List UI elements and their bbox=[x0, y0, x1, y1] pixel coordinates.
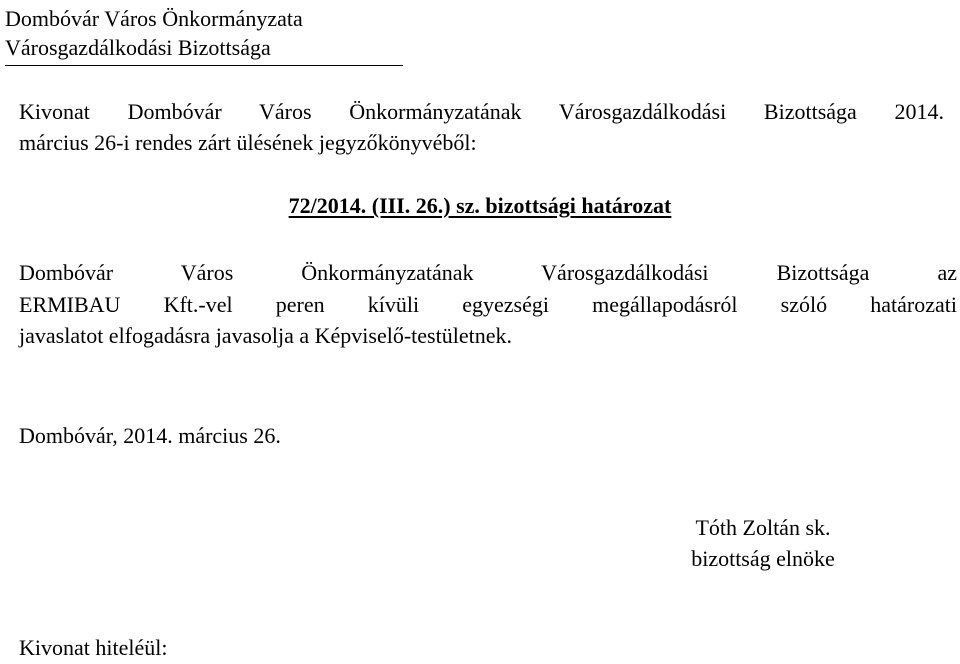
certified-label: Kivonat hiteléül: bbox=[19, 635, 168, 660]
body-line-1: Dombóvár Város Önkormányzatának Városgazdálkodási Bizottsága az bbox=[19, 260, 957, 285]
signatory-role: bizottság elnöke bbox=[691, 546, 835, 571]
signature-block bbox=[640, 512, 886, 574]
excerpt-line-1: Kivonat Dombóvár Város Önkormányzatának Városgazdálkodási Bizottsága 2014. bbox=[19, 99, 944, 124]
excerpt-intro bbox=[19, 96, 944, 158]
body-line-3: javaslatot elfogadásra javasolja a Képviselő-testületnek. bbox=[19, 323, 512, 348]
committee-name: Városgazdálkodási Bizottsága bbox=[5, 35, 271, 60]
place-date: Dombóvár, 2014. március 26. bbox=[19, 423, 281, 448]
issuer-name: Dombóvár Város Önkormányzata bbox=[5, 6, 303, 31]
issuer-header bbox=[5, 4, 403, 66]
resolution-body bbox=[19, 257, 957, 352]
resolution-title: 72/2014. (III. 26.) sz. bizottsági határozat bbox=[288, 193, 672, 218]
excerpt-line-2: március 26-i rendes zárt ülésének jegyzőkönyvéből: bbox=[19, 130, 477, 155]
signatory-name: Tóth Zoltán sk. bbox=[695, 515, 831, 540]
body-line-2: ERMIBAU Kft.-vel peren kívüli egyezségi megállapodásról szóló határozati bbox=[19, 291, 957, 317]
